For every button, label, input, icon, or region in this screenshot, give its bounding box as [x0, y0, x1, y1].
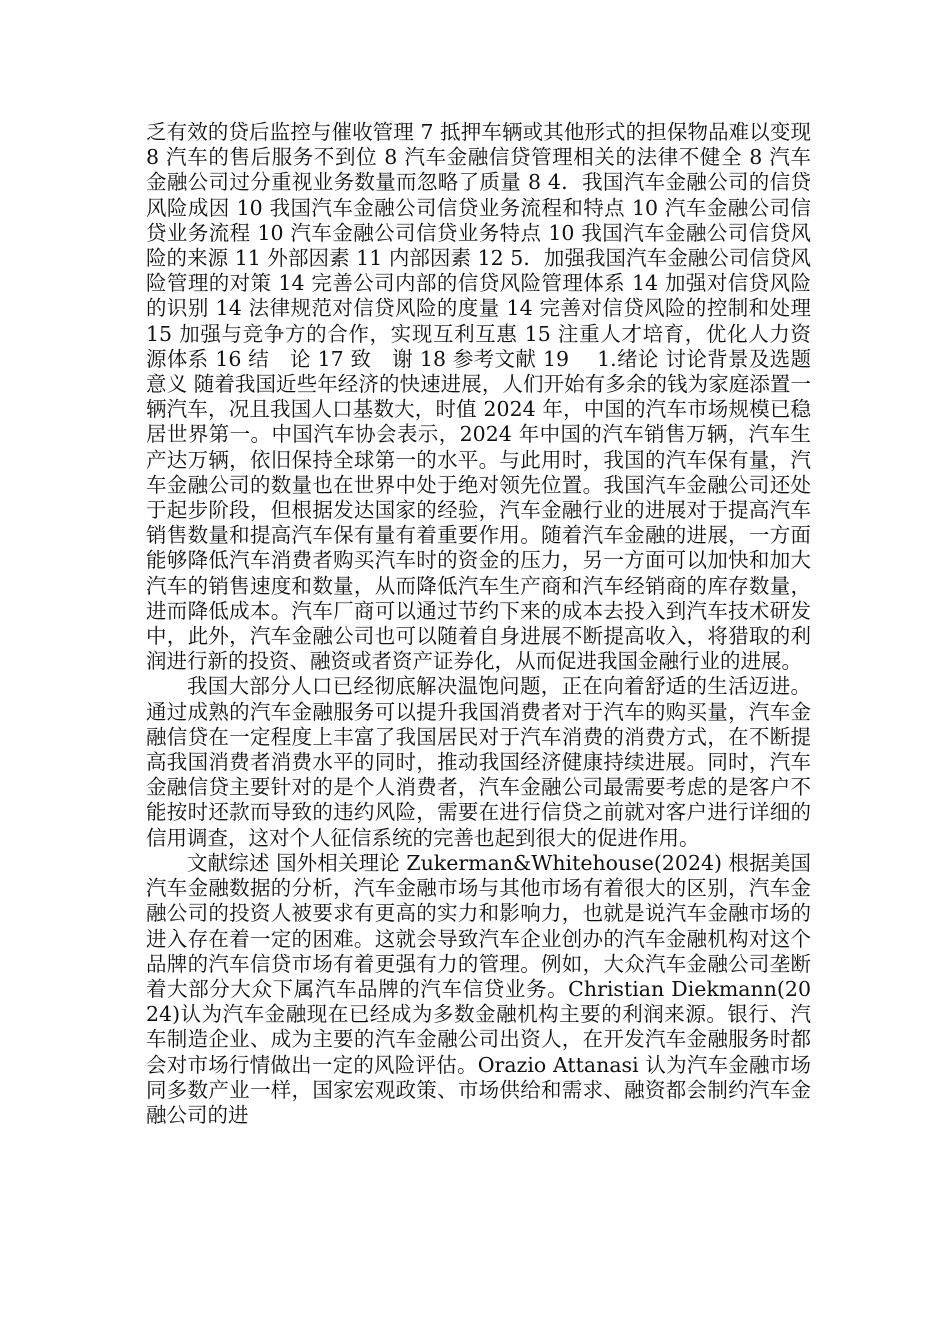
paragraph-table-of-contents-and-background: 乏有效的贷后监控与催收管理 7 抵押车辆或其他形式的担保物品难以变现 8 汽车的售后服务不到位 8 汽车金融信贷管理相关的法律不健全 8 汽车金融公司过分重视业务数量而忽略了质量 8 4．我国汽车金融公司的信贷风险成因 10 我国汽车金融公司信贷业务流程和特点 10 汽车金融公司信贷业务流程 10 汽车金融公司信贷业务特点 10 我国汽车金融公司信贷风险的来源 11 外部因素 11 内部因素 12 5．加强我国汽车金融公司信贷风险管理的对策 14 完善公司内部的信贷风险管理体系 14 加强对信贷风险的识别 14 法律规范对信贷风险的度量 14 完善对信贷风险的控制和处理 15 加强与竞争方的合作，实现互利互惠 15 注重人才培育，优化人力资源体系 16 结 论 17 致 谢 18 参考文献 19 1.绪论 讨论背景及选题意义 随着我国近些年经济的快速进展，人们开始有多余的钱为家庭添置一辆汽车，况且我国人口基数大，时值 2024 年，中国的汽车市场规模已稳居世界第一。中国汽车协会表示，2024 年中国的汽车销售万辆，汽车生产达万辆，依旧保持全球第一的水平。与此用时，我国的汽车保有量，汽车金融公司的数量也在世界中处于绝对领先位置。我国汽车金融公司还处于起步阶段，但根据发达国家的经验，汽车金融行业的进展对于提高汽车销售数量和提高汽车保有量有着重要作用。随着汽车金融的进展，一方面能够降低汽车消费者购买汽车时的资金的压力，另一方面可以加快和加大汽车的销售速度和数量，从而降低汽车生产商和汽车经销商的库存数量，进而降低成本。汽车厂商可以通过节约下来的成本去投入到汽车技术研发中，此外，汽车金融公司也可以随着自身进展不断提高收入，将猎取的利润进行新的投资、融资或者资产证券化，从而促进我国金融行业的进展。 [146, 120, 811, 674]
document-page [146, 120, 811, 1128]
paragraph-literature-review: 文献综述 国外相关理论 Zukerman&Whitehouse(2024) 根据美国汽车金融数据的分析，汽车金融市场与其他市场有着很大的区别，汽车金融公司的投资人被要求有更高的实力和影响力，也就是说汽车金融市场的进入存在着一定的困难。这就会导致汽车企业创办的汽车金融机构对这个品牌的汽车信贷市场有着更强有力的管理。例如，大众汽车金融公司垄断着大部分大众下属汽车品牌的汽车信贷业务。Christian Diekmann(2024)认为汽车金融现在已经成为多数金融机构主要的利润来源。银行、汽车制造企业、成为主要的汽车金融公司出资人，在开发汽车金融服务时都会对市场行情做出一定的风险评估。Orazio Attanasi 认为汽车金融市场同多数产业一样，国家宏观政策、市场供给和需求、融资都会制约汽车金融公司的进 [146, 850, 811, 1127]
paragraph-consumer-impact: 我国大部分人口已经彻底解决温饱问题，正在向着舒适的生活迈进。通过成熟的汽车金融服务可以提升我国消费者对于汽车的购买量，汽车金融信贷在一定程度上丰富了我国居民对于汽车消费的消费方式，在不断提高我国消费者消费水平的同时，推动我国经济健康持续进展。同时，汽车金融信贷主要针对的是个人消费者，汽车金融公司最需要考虑的是客户不能按时还款而导致的违约风险，需要在进行信贷之前就对客户进行详细的信用调查，这对个人征信系统的完善也起到很大的促进作用。 [146, 674, 811, 850]
